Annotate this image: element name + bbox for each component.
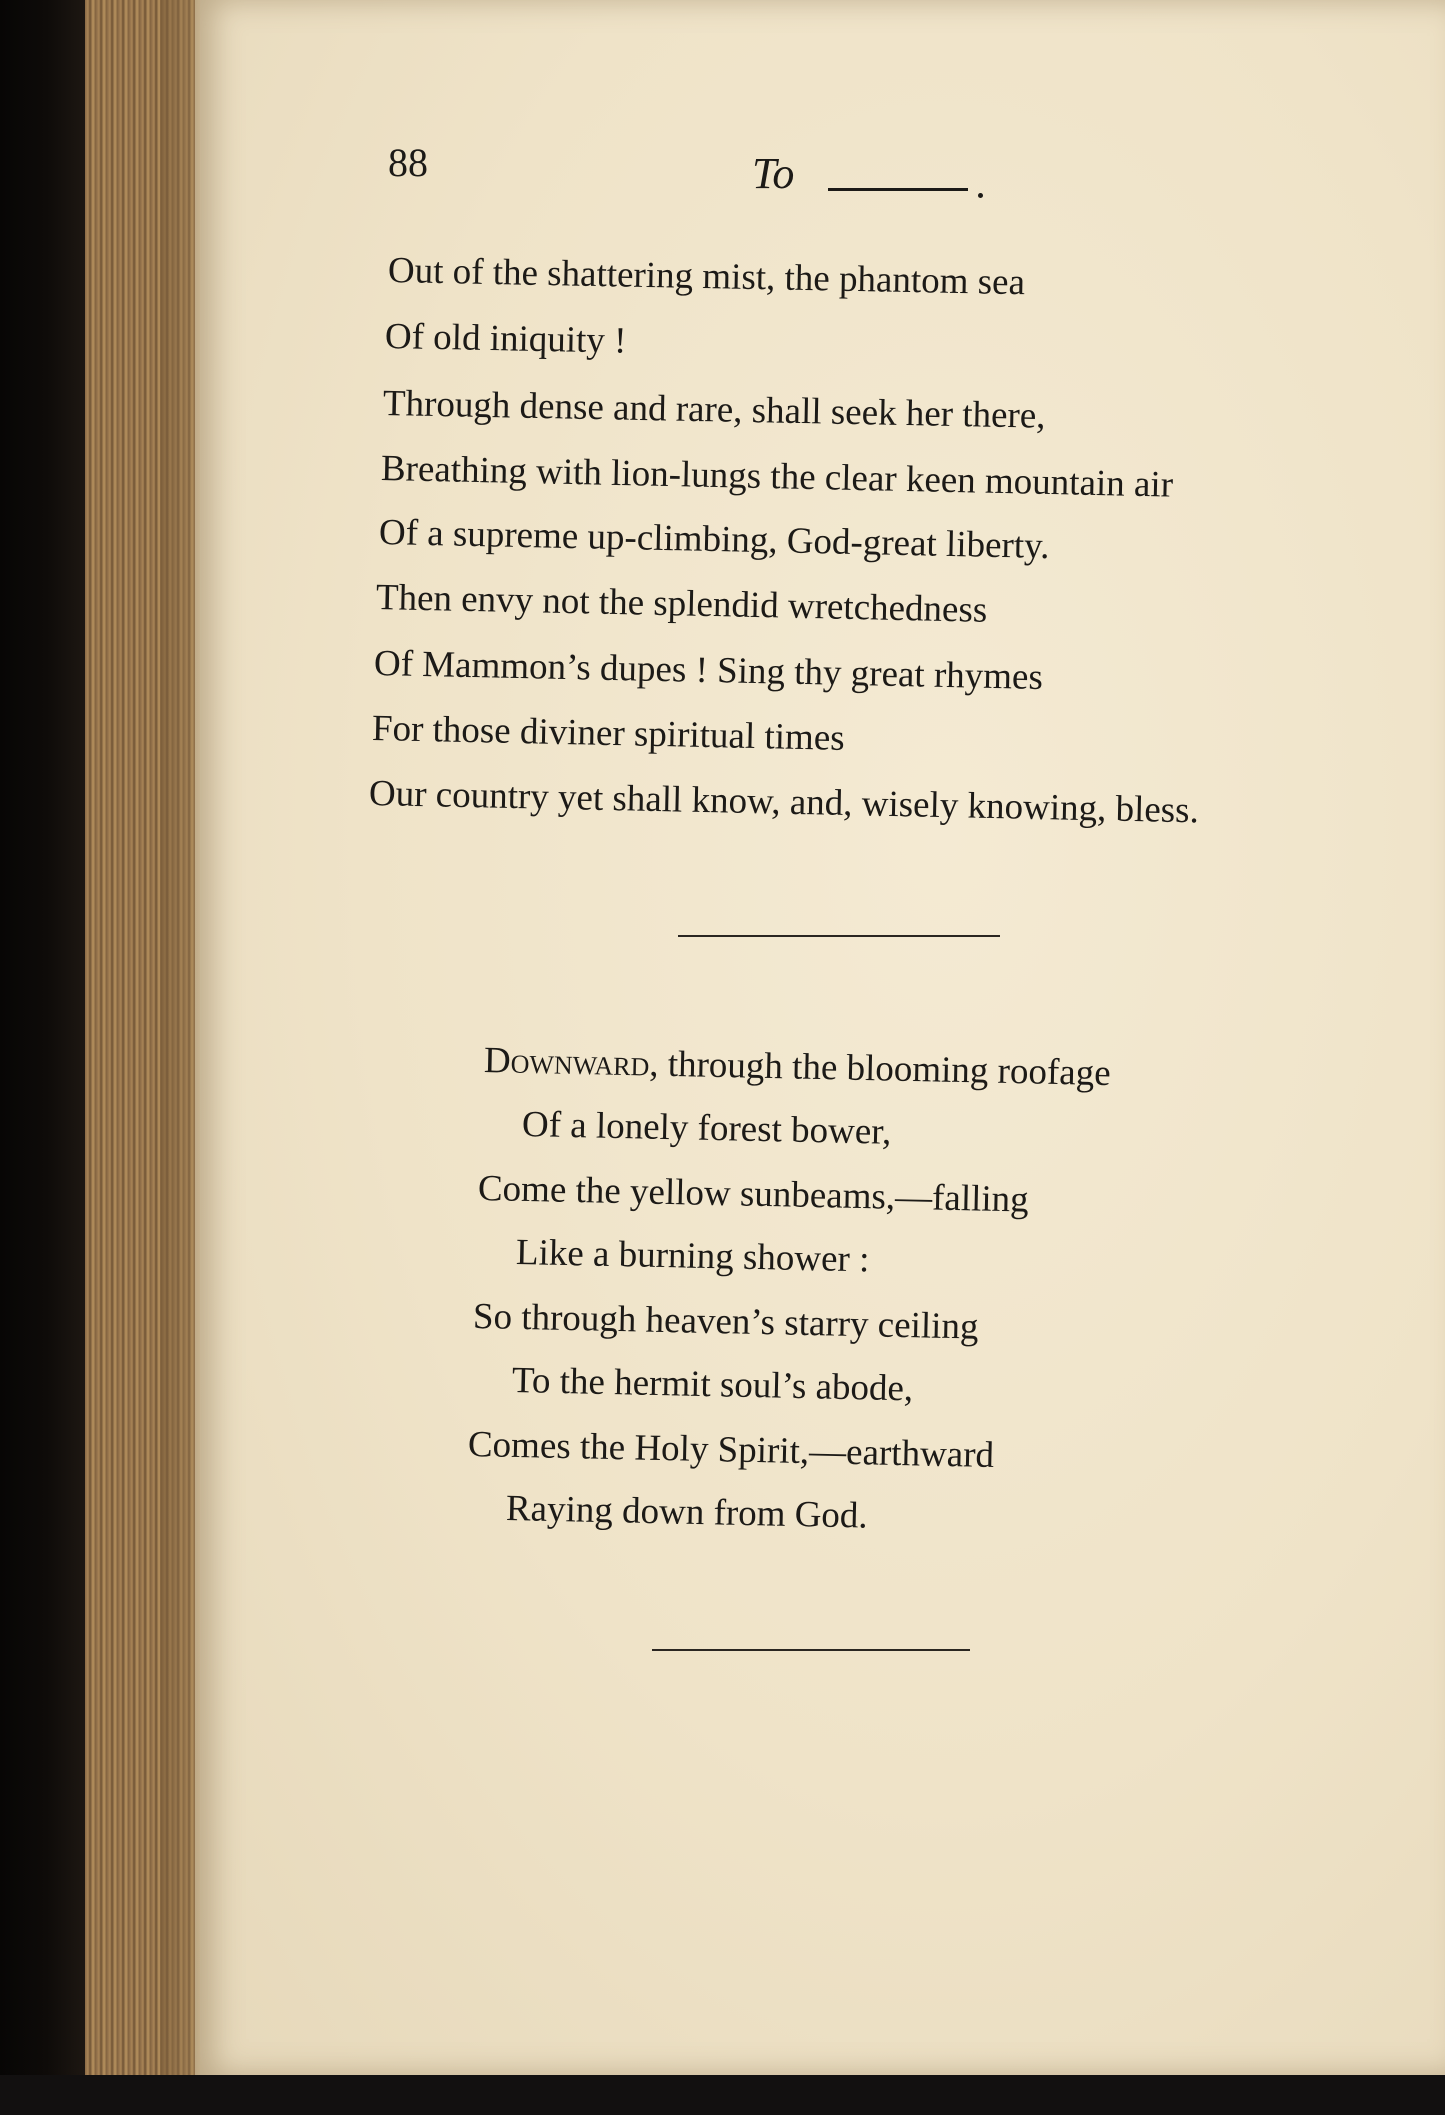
poem2-line-2: Of a lonely forest bower, [521, 1104, 892, 1153]
book-binding-edge [0, 0, 85, 2115]
stanza1-line-3: Through dense and rare, shall seek her there, [382, 383, 1046, 437]
poem2-line-5: So through heaven’s starry ceiling [472, 1296, 979, 1348]
poem2-line-4: Like a burning shower : [515, 1232, 870, 1281]
poem2-line-3: Come the yellow sunbeams,—falling [477, 1168, 1030, 1221]
show-through-texture [900, 290, 1300, 1790]
page-gutter-shadow [160, 0, 200, 2085]
poem2-line-7: Comes the Holy Spirit,—earthward [467, 1424, 995, 1477]
stanza1-line-7: Of Mammon’s dupes ! Sing thy great rhymes [373, 643, 1044, 699]
page-number: 88 [388, 140, 428, 185]
scan-bottom-edge [0, 2075, 1445, 2115]
section-divider-2 [652, 1649, 970, 1651]
title-period [978, 193, 983, 198]
stanza1-line-9: Our country yet shall know, and, wisely knowing, bless. [368, 773, 1200, 832]
stanza1-line-1: Out of the shattering mist, the phantom sea [387, 250, 1026, 304]
title-dash [828, 188, 968, 191]
poem2-line-8: Raying down from God. [505, 1488, 869, 1537]
stanza1-line-2: Of old iniquity ! [384, 316, 627, 362]
stanza1-line-8: For those diviner spiritual times [371, 708, 846, 759]
section-divider-1 [678, 935, 1000, 937]
poem2-first-word: Downward [483, 1040, 650, 1085]
poem2-line-1-rest: , through the blooming roofage [648, 1043, 1112, 1095]
stanza1-line-5: Of a supreme up-climbing, God-great liberty. [378, 512, 1050, 568]
page-title: To [752, 149, 795, 198]
stanza1-line-4: Breathing with lion-lungs the clear keen mountain air [380, 448, 1174, 506]
stanza1-line-6: Then envy not the splendid wretchedness [375, 577, 988, 631]
poem2-line-6: To the hermit soul’s abode, [511, 1360, 914, 1410]
